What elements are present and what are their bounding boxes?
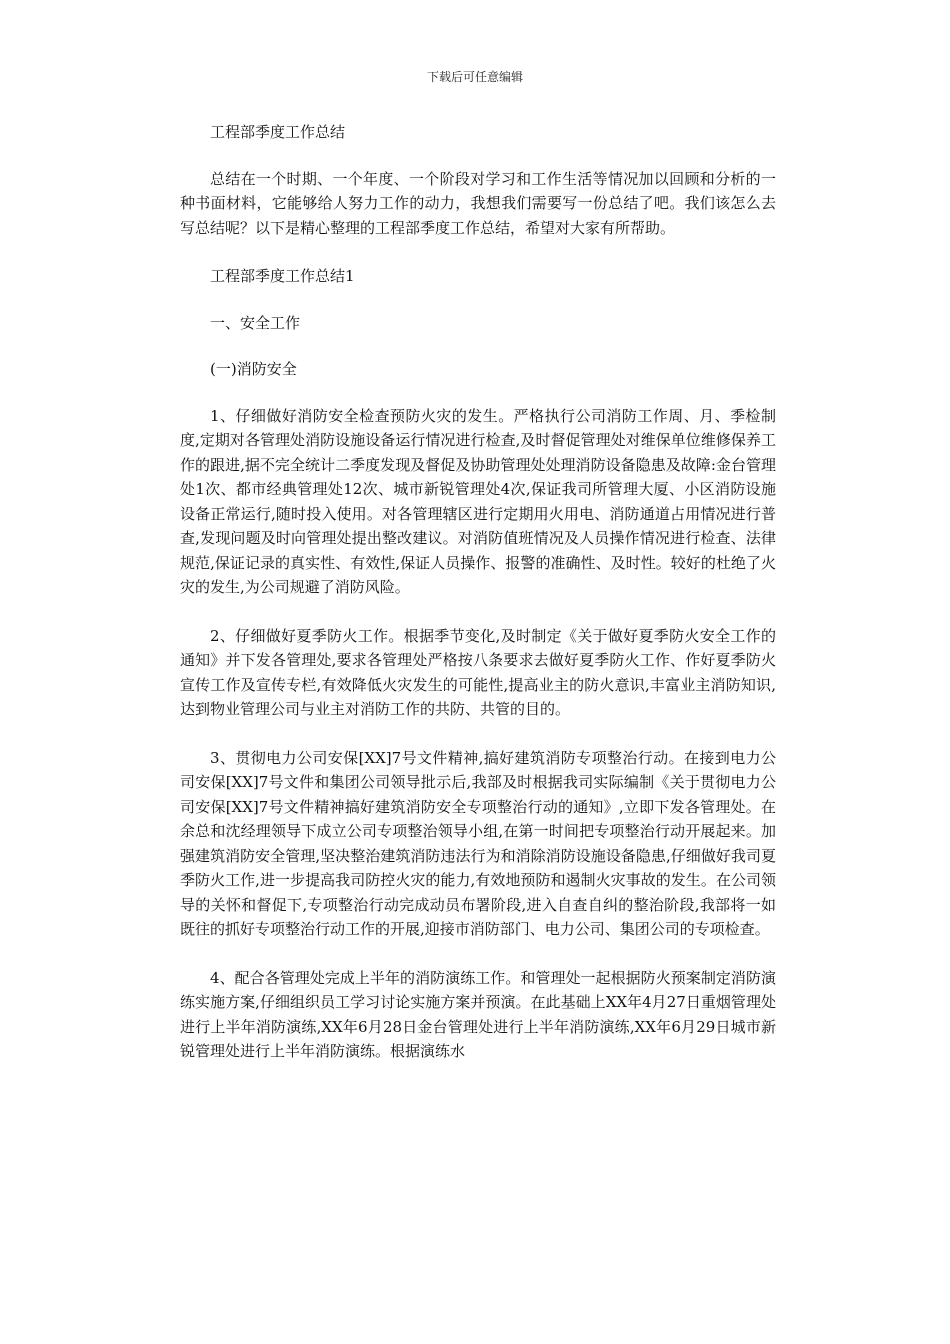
document-body — [180, 120, 776, 1088]
document-subtitle: 工程部季度工作总结1 — [210, 267, 355, 285]
intro-paragraph: 总结在一个时期、一个年度、一个阶段对学习和工作生活等情况加以回顾和分析的一种书面材料，它能够给人努力工作的动力，我想我们需要写一份总结了吧。我们该怎么去写总结呢？以下是精心整理的工程部季度工作总结，希望对大家有所帮助。 — [180, 169, 776, 237]
paragraph-1: 1、仔细做好消防安全检查预防火灾的发生。严格执行公司消防工作周、月、季检制度,定期对各管理处消防设施设备运行情况进行检查,及时督促管理处对维保单位维修保养工作的跟进,据不完全统计二季度发现及督促及协助管理处处理消防设备隐患及故障:金台管理处1次、都市经典管理处12次、城市新锐管理处4次,保证我司所管理大厦、小区消防设施设备正常运行,随时投入使用。对各管理辖区进行定期用火用电、消防通道占用情况进行普查,发现问题及时向管理处提出整改建议。对消防值班情况及人员操作情况进行检查、法律规范,保证记录的真实性、有效性,保证人员操作、报警的准确性、及时性。较好的杜绝了火灾的发生,为公司规避了消防风险。 — [180, 406, 776, 596]
subsection-heading-fire: (一)消防安全 — [210, 360, 297, 378]
document-title: 工程部季度工作总结 — [210, 123, 346, 141]
download-note: 下载后可任意编辑 — [426, 70, 523, 84]
section-heading-safety: 一、安全工作 — [210, 313, 301, 332]
paragraph-3: 3、贯彻电力公司安保[XX]7号文件精神,搞好建筑消防专项整治行动。在接到电力公司安保[XX]7号文件和集团公司领导批示后,我部及时根据我司实际编制《关于贯彻电力公司安保[XX]7号文件精神搞好建筑消防安全专项整治行动的通知》,立即下发各管理处。在余总和沈经理领导下成立公司专项整治领导小组,在第一时间把专项整治行动开展起来。加强建筑消防安全管理,坚决整治建筑消防违法行为和消除消防设施设备隐患,仔细做好我司夏季防火工作,进一步提高我司防控火灾的能力,有效地预防和遏制火灾事故的发生。在公司领导的关怀和督促下,专项整治行动完成动员布署阶段,进入自查自纠的整治阶段,我部将一如既往的抓好专项整治行动工作的开展,迎接市消防部门、电力公司、集团公司的专项检查。 — [180, 748, 776, 938]
paragraph-4: 4、配合各管理处完成上半年的消防演练工作。和管理处一起根据防火预案制定消防演练实施方案,仔细组织员工学习讨论实施方案并预演。在此基础上XX年4月27日重烟管理处进行上半年消防演练,XX年6月28日金台管理处进行上半年消防演练,XX年6月29日城市新锐管理处进行上半年消防演练。根据演练水 — [180, 968, 776, 1060]
paragraph-2: 2、仔细做好夏季防火工作。根据季节变化,及时制定《关于做好夏季防火安全工作的通知》并下发各管理处,要求各管理处严格按八条要求去做好夏季防火工作、作好夏季防火宣传工作及宣传专栏,有效降低火灾发生的可能性,提高业主的防火意识,丰富业主消防知识,达到物业管理公司与业主对消防工作的共防、共管的目的。 — [180, 626, 776, 718]
